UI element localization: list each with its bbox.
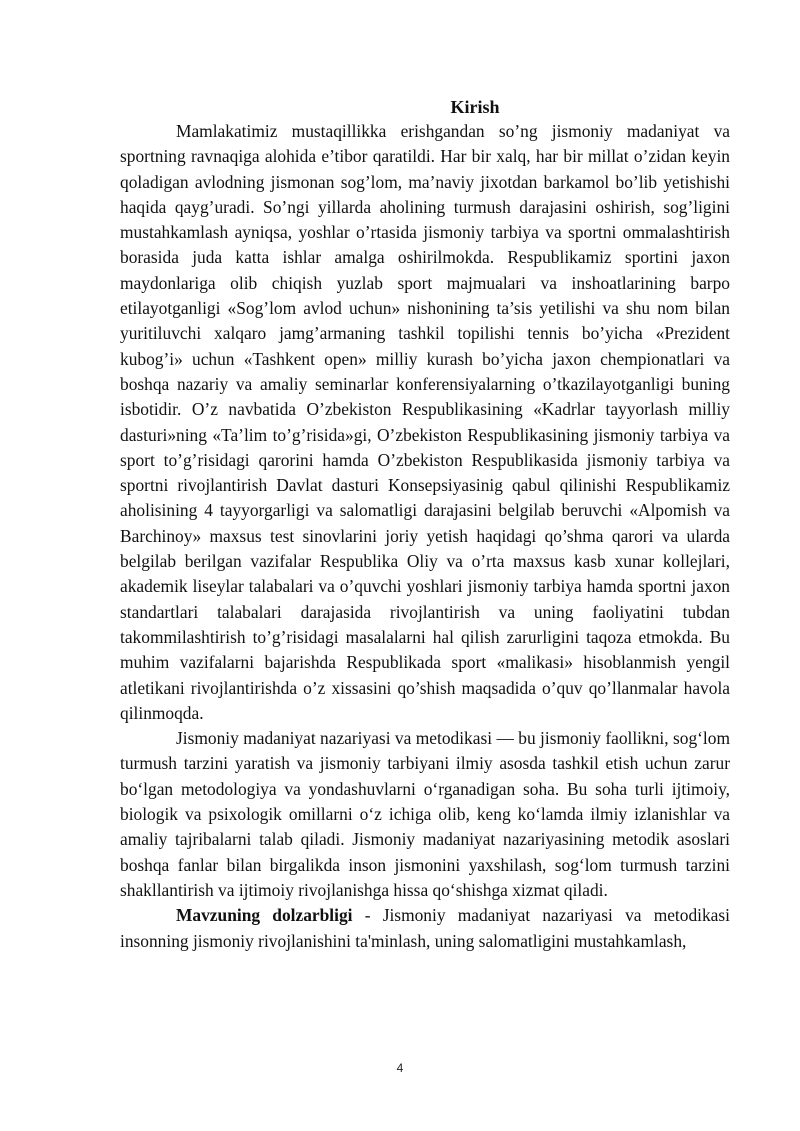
paragraph-theory: Jismoniy madaniyat nazariyasi va metodikasi — bu jismoniy faollikni, sog‘lom turmush tarzini yaratish va jismoniy tarbiyani ilmiy asosda tashkil etish uchun zarur bo‘lgan metodologiya va yondashuvlarni o‘rganadigan soha. Bu soha turli ijtimoiy, biologik va psixologik omillarni o‘z ichiga olib, keng ko‘lamda ilmiy izlanishlar va amaliy tajribalarni talab qiladi. Jismoniy madaniyat nazariyasining metodik asoslari boshqa fanlar bilan birgalikda inson jismonini yaxshilash, sog‘lom turmush tarzini shakllantirish va ijtimoiy rivojlanishga hissa qo‘shishga xizmat qiladi. bbox=[120, 728, 730, 900]
relevance-text: - Jismoniy madaniyat nazariyasi va metodikasi insonning jismoniy rivojlanishini ta'minlash, uning salomatligini mustahkamlash, bbox=[120, 905, 731, 951]
page-number: 4 bbox=[396, 1061, 404, 1075]
relevance-heading: Mavzuning dolzarbligi bbox=[176, 905, 353, 926]
document-body bbox=[120, 95, 730, 954]
paragraph-relevance bbox=[120, 903, 730, 954]
paragraph-intro: Mamlakatimiz mustaqillikka erishgandan so’ng jismoniy madaniyat va sportning ravnaqiga alohida e’tibor qaratildi. Har bir xalq, har bir millat o’zidan keyin qoladigan avlodning jismonan sog’lom, ma’naviy jixotdan barkamol bo’lib yetishishi haqida qayg’uradi. So’ngi yillarda aholining turmush darajasini oshirish, sog’ligini mustahkamlash ayniqsa, yoshlar o’rtasida jismoniy tarbiya va sportni ommalashtirish borasida juda katta ishlar amalga oshirilmokda. Respublikamiz sportini jaxon maydonlariga olib chiqish yuzlab sport majmualari va inshoatlarining barpo etilayotganligi «Sog’lom avlod uchun» nishonining ta’sis yetilishi va shu nom bilan yuritiluvchi xalqaro jamg’armaning tashkil topilishi tennis bo’yicha «Prezident kubog’i» uchun «Tashkent open» milliy kurash bo’yicha jaxon chempionatlari va boshqa nazariy va amaliy seminarlar konferensiyalarning o’tkazilayotganligi buning isbotidir. O’z navbatida O’zbekiston Respublikasining «Kadrlar tayyorlash milliy dasturi»ning «Ta’lim to’g’risida»gi, O’zbekiston Respublikasining jismoniy tarbiya va sport to’g’risidagi qarorini hamda O’zbekiston Respublikasida jismoniy tarbiya va sportni rivojlantirish Davlat dasturi Konsepsiyasinig qabul qilinishi Respublikamiz aholisining 4 tayyorgarligi va salomatligi darajasini belgilab beruvchi «Alpomish va Barchinoy» maxsus test sinovlarini joriy yetish haqidagi qo’shma qarori va ularda belgilab berilgan vazifalar Respublika Oliy va o’rta maxsus kasb xunar kollejlari, akademik liseylar talabalari va o’quvchi yoshlari jismoniy tarbiya hamda sportni jaxon standartlari talabalari darajasida rivojlantirish va uning faoliyatini tubdan takommilashtirish to’g’risidagi masalalarni hal qilish zarurligini taqoza etmokda. Bu muhim vazifalarni bajarishda Respublikada sport «malikasi» hisoblanmish yengil atletikani rivojlantirishda o’z xissasini qo’shish maqsadida o’quv qo’llanmalar havola qilinmoqda. bbox=[120, 121, 730, 723]
page-title: Kirish bbox=[450, 97, 500, 117]
